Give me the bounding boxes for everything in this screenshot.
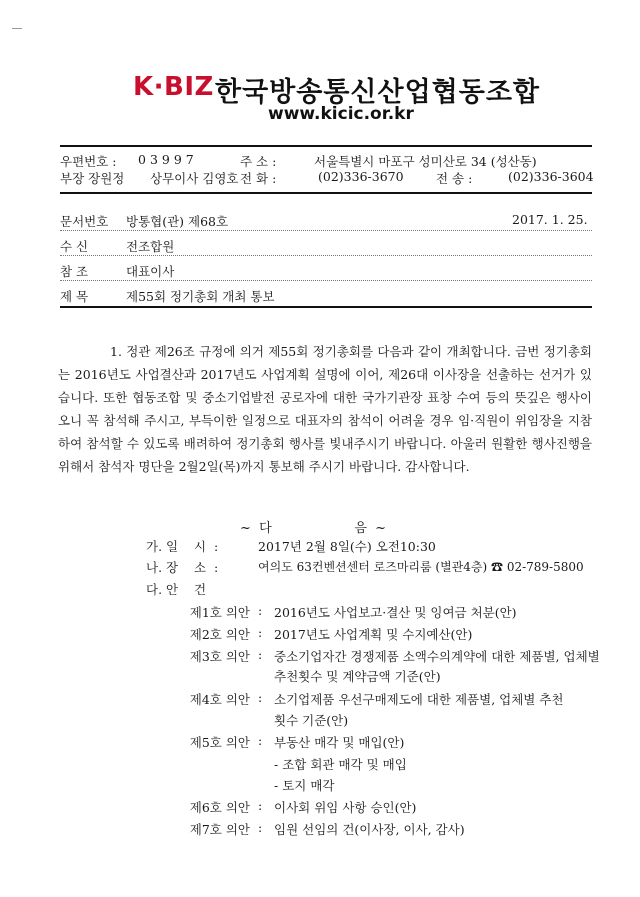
doc-number: 방통협(관) 제68호: [126, 214, 229, 229]
director-name: 상무이사 김영호: [150, 171, 239, 186]
doc-number-label: 문서번호: [60, 214, 109, 229]
body-paragraph: [58, 340, 592, 478]
row-divider: [60, 280, 592, 281]
agenda-item-text: 2017년도 사업계획 및 수지예산(안): [274, 627, 473, 642]
agenda-sub-item: - 조합 회관 매각 및 매입: [274, 757, 407, 772]
recipient-label: 수 신: [60, 239, 89, 254]
subject-value: 제55회 정기총회 개최 통보: [126, 289, 275, 304]
agenda-colon: :: [258, 603, 263, 618]
scan-artifact: [12, 28, 22, 29]
row-divider: [60, 230, 592, 231]
phone-label: 전 화 :: [240, 171, 277, 186]
organization-name: 한국방송통신산업협동조합: [215, 77, 540, 108]
agenda-colon: :: [258, 625, 263, 640]
agenda-item-text: 추천횟수 및 계약금액 기준(안): [274, 669, 441, 684]
address-value: 서울특별시 마포구 성미산로 34 (성산동): [314, 154, 537, 169]
place-value: 여의도 63컨벤션센터 로즈마리룸 (별관4층) ☎ 02-789-5800: [258, 560, 584, 574]
agenda-item-label: 제7호 의안: [189, 822, 250, 837]
agenda-item-label: 제1호 의안: [189, 605, 250, 620]
contact-divider: [60, 192, 592, 194]
date-label: 가. 일 시 :: [146, 539, 219, 554]
agenda-item-text: 중소기업자간 경쟁제품 소액수의계약에 대한 제품별, 업체별: [274, 649, 600, 664]
agenda-item-text: 부동산 매각 및 매입(안): [274, 735, 405, 750]
doc-date: 2017. 1. 25.: [512, 212, 588, 227]
phone-value: (02)336-3670: [318, 169, 404, 184]
agenda-item-label: 제3호 의안: [189, 649, 250, 664]
agenda-item-text: 임원 선임의 건(이사장, 이사, 감사): [274, 822, 465, 837]
recipient-value: 전조합원: [126, 239, 175, 254]
body-text: 1. 정관 제26조 규정에 의거 제55회 정기총회를 다음과 같이 개최합니다. 금번 정기총회는 2016년도 사업결산과 2017년도 사업계획 설명에 이어, 제26대 이사장을 선출하는 선거가 있습니다. 또한 협동조합 및 중소기업발전 공로자에 대한 국가기관장 표창 수여 등의 뜻깊은 행사이오니 꼭 참석해 주시고, 부득이한 일정으로 대표자의 참석이 어려울 경우 임·직원이 위임장을 지참하여 참석할 수 있도록 배려하여 정기총회 행사를 빛내주시기 바랍니다. 아울러 원활한 행사진행을 위해서 참석자 명단을 2월2일(목)까지 통보해 주시기 바랍니다. 감사합니다.: [58, 344, 592, 474]
website-link[interactable]: www.kicic.or.kr: [268, 104, 414, 124]
date-value: 2017년 2월 8일(수) 오전10:30: [258, 539, 436, 554]
details-heading: ~ 다 음 ~: [240, 521, 387, 536]
agenda-item-text: 소기업제품 우선구매제도에 대한 제품별, 업체별 추천: [274, 692, 564, 707]
fax-value: (02)336-3604: [508, 169, 594, 184]
agenda-item-label: 제5호 의안: [189, 735, 250, 750]
meta-divider: [60, 306, 592, 308]
reference-value: 대표이사: [126, 264, 175, 279]
agenda-colon: :: [258, 820, 263, 835]
agenda-colon: :: [258, 733, 263, 748]
agenda-heading: 다. 안 건: [146, 582, 207, 597]
row-divider: [60, 255, 592, 256]
postal-code: 03997: [138, 152, 198, 167]
place-label: 나. 장 소 :: [146, 560, 219, 575]
agenda-colon: :: [258, 690, 263, 705]
manager-name: 부장 장원정: [60, 171, 125, 186]
agenda-item-text: 이사회 위임 사항 승인(안): [274, 800, 417, 815]
agenda-item-label: 제6호 의안: [189, 800, 250, 815]
agenda-colon: :: [258, 798, 263, 813]
kbiz-logo: K·BIZ: [133, 72, 214, 102]
fax-label: 전 송 :: [436, 171, 473, 186]
postal-label: 우편번호 :: [60, 154, 117, 169]
reference-label: 참 조: [60, 264, 89, 279]
agenda-item-label: 제4호 의안: [189, 692, 250, 707]
agenda-colon: :: [258, 647, 263, 662]
agenda-item-text: 횟수 기준(안): [274, 713, 349, 728]
agenda-sub-item: - 토지 매각: [274, 778, 335, 793]
agenda-item-label: 제2호 의안: [189, 627, 250, 642]
address-label: 주 소 :: [240, 154, 277, 169]
agenda-item-text: 2016년도 사업보고·결산 및 잉여금 처분(안): [274, 605, 517, 620]
subject-label: 제 목: [60, 289, 89, 304]
header-divider: [60, 145, 592, 147]
